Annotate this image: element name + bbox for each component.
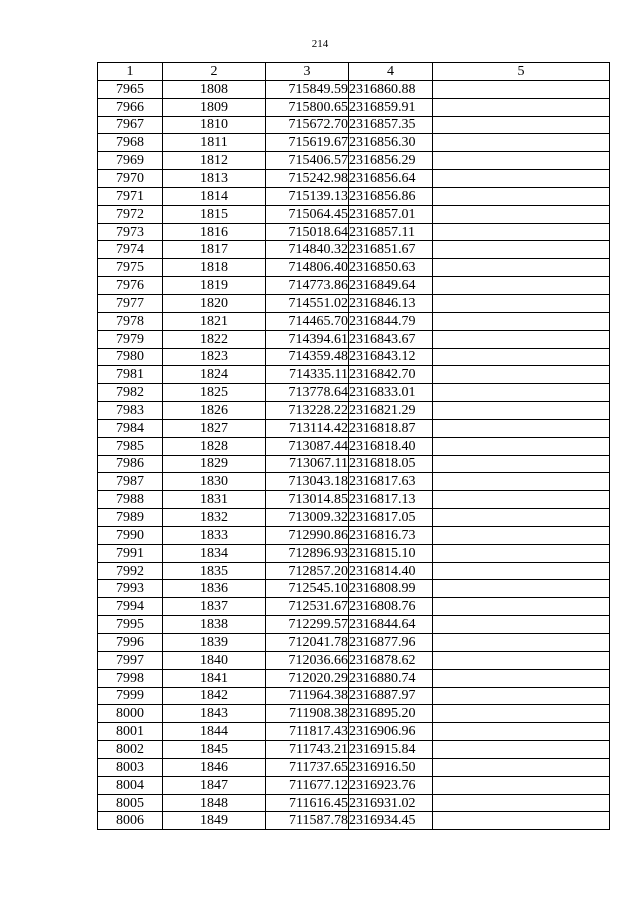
point-number-cell: 7997	[98, 651, 163, 669]
x-coordinate-cell: 714359.48	[266, 348, 349, 366]
notes-cell	[433, 776, 610, 794]
y-coordinate-cell: 2316934.45	[349, 812, 433, 830]
y-coordinate-cell: 2316850.63	[349, 259, 433, 277]
point-number-cell: 7979	[98, 330, 163, 348]
x-coordinate-cell: 711737.65	[266, 758, 349, 776]
table-row	[98, 170, 610, 188]
point-number-cell: 7978	[98, 312, 163, 330]
x-coordinate-cell: 714840.32	[266, 241, 349, 259]
table-row	[98, 705, 610, 723]
table-row	[98, 651, 610, 669]
notes-cell	[433, 669, 610, 687]
point-index-cell: 1839	[163, 634, 266, 652]
x-coordinate-cell: 712299.57	[266, 616, 349, 634]
point-index-cell: 1811	[163, 134, 266, 152]
y-coordinate-cell: 2316817.05	[349, 509, 433, 527]
point-index-cell: 1843	[163, 705, 266, 723]
y-coordinate-cell: 2316818.87	[349, 419, 433, 437]
y-coordinate-cell: 2316818.40	[349, 437, 433, 455]
x-coordinate-cell: 713043.18	[266, 473, 349, 491]
point-number-cell: 8001	[98, 723, 163, 741]
x-coordinate-cell: 713014.85	[266, 491, 349, 509]
point-index-cell: 1818	[163, 259, 266, 277]
point-number-cell: 7976	[98, 277, 163, 295]
point-number-cell: 7990	[98, 526, 163, 544]
x-coordinate-cell: 715242.98	[266, 170, 349, 188]
table-row	[98, 526, 610, 544]
notes-cell	[433, 384, 610, 402]
y-coordinate-cell: 2316880.74	[349, 669, 433, 687]
point-number-cell: 7966	[98, 98, 163, 116]
point-index-cell: 1823	[163, 348, 266, 366]
point-index-cell: 1836	[163, 580, 266, 598]
notes-cell	[433, 294, 610, 312]
y-coordinate-cell: 2316895.20	[349, 705, 433, 723]
y-coordinate-cell: 2316877.96	[349, 634, 433, 652]
point-index-cell: 1815	[163, 205, 266, 223]
point-index-cell: 1814	[163, 187, 266, 205]
point-index-cell: 1830	[163, 473, 266, 491]
notes-cell	[433, 205, 610, 223]
notes-cell	[433, 526, 610, 544]
x-coordinate-cell: 711817.43	[266, 723, 349, 741]
x-coordinate-cell: 711677.12	[266, 776, 349, 794]
table-row	[98, 98, 610, 116]
x-coordinate-cell: 714551.02	[266, 294, 349, 312]
point-index-cell: 1840	[163, 651, 266, 669]
point-index-cell: 1824	[163, 366, 266, 384]
point-index-cell: 1837	[163, 598, 266, 616]
point-number-cell: 7994	[98, 598, 163, 616]
table-row	[98, 330, 610, 348]
notes-cell	[433, 455, 610, 473]
x-coordinate-cell: 712990.86	[266, 526, 349, 544]
notes-cell	[433, 259, 610, 277]
y-coordinate-cell: 2316821.29	[349, 402, 433, 420]
x-coordinate-cell: 714806.40	[266, 259, 349, 277]
y-coordinate-cell: 2316842.70	[349, 366, 433, 384]
y-coordinate-cell: 2316817.13	[349, 491, 433, 509]
point-number-cell: 7989	[98, 509, 163, 527]
table-row	[98, 634, 610, 652]
point-index-cell: 1838	[163, 616, 266, 634]
point-index-cell: 1825	[163, 384, 266, 402]
x-coordinate-cell: 713009.32	[266, 509, 349, 527]
y-coordinate-cell: 2316808.76	[349, 598, 433, 616]
notes-cell	[433, 741, 610, 759]
y-coordinate-cell: 2316818.05	[349, 455, 433, 473]
x-coordinate-cell: 711964.38	[266, 687, 349, 705]
coordinates-table	[97, 62, 610, 830]
y-coordinate-cell: 2316859.91	[349, 98, 433, 116]
y-coordinate-cell: 2316851.67	[349, 241, 433, 259]
notes-cell	[433, 723, 610, 741]
y-coordinate-cell: 2316808.99	[349, 580, 433, 598]
point-index-cell: 1826	[163, 402, 266, 420]
table-row	[98, 116, 610, 134]
notes-cell	[433, 812, 610, 830]
notes-cell	[433, 241, 610, 259]
table-row	[98, 152, 610, 170]
point-index-cell: 1810	[163, 116, 266, 134]
table-row	[98, 384, 610, 402]
y-coordinate-cell: 2316878.62	[349, 651, 433, 669]
notes-cell	[433, 562, 610, 580]
y-coordinate-cell: 2316931.02	[349, 794, 433, 812]
point-number-cell: 7991	[98, 544, 163, 562]
point-index-cell: 1842	[163, 687, 266, 705]
notes-cell	[433, 651, 610, 669]
notes-cell	[433, 794, 610, 812]
y-coordinate-cell: 2316860.88	[349, 80, 433, 98]
x-coordinate-cell: 713778.64	[266, 384, 349, 402]
point-index-cell: 1848	[163, 794, 266, 812]
point-index-cell: 1812	[163, 152, 266, 170]
point-number-cell: 7988	[98, 491, 163, 509]
point-index-cell: 1816	[163, 223, 266, 241]
point-index-cell: 1831	[163, 491, 266, 509]
point-number-cell: 7987	[98, 473, 163, 491]
point-number-cell: 7982	[98, 384, 163, 402]
point-index-cell: 1833	[163, 526, 266, 544]
point-number-cell: 7968	[98, 134, 163, 152]
table-row	[98, 437, 610, 455]
page-number: 214	[311, 38, 329, 50]
y-coordinate-cell: 2316846.13	[349, 294, 433, 312]
point-index-cell: 1820	[163, 294, 266, 312]
point-index-cell: 1832	[163, 509, 266, 527]
point-number-cell: 8002	[98, 741, 163, 759]
notes-cell	[433, 152, 610, 170]
y-coordinate-cell: 2316816.73	[349, 526, 433, 544]
notes-cell	[433, 705, 610, 723]
point-number-cell: 7986	[98, 455, 163, 473]
x-coordinate-cell: 711587.78	[266, 812, 349, 830]
table-row	[98, 277, 610, 295]
notes-cell	[433, 437, 610, 455]
x-coordinate-cell: 715672.70	[266, 116, 349, 134]
table-row	[98, 509, 610, 527]
table-row	[98, 259, 610, 277]
point-number-cell: 8006	[98, 812, 163, 830]
table-row	[98, 580, 610, 598]
table-row	[98, 794, 610, 812]
x-coordinate-cell: 715406.57	[266, 152, 349, 170]
point-number-cell: 7996	[98, 634, 163, 652]
y-coordinate-cell: 2316906.96	[349, 723, 433, 741]
notes-cell	[433, 616, 610, 634]
table-row	[98, 741, 610, 759]
point-number-cell: 8003	[98, 758, 163, 776]
table-row	[98, 419, 610, 437]
notes-cell	[433, 580, 610, 598]
notes-cell	[433, 170, 610, 188]
notes-cell	[433, 544, 610, 562]
x-coordinate-cell: 713067.11	[266, 455, 349, 473]
y-coordinate-cell: 2316815.10	[349, 544, 433, 562]
table-row	[98, 205, 610, 223]
notes-cell	[433, 134, 610, 152]
x-coordinate-cell: 715139.13	[266, 187, 349, 205]
x-coordinate-cell: 715800.65	[266, 98, 349, 116]
table-row	[98, 402, 610, 420]
table-body	[98, 80, 610, 829]
table-row	[98, 473, 610, 491]
point-index-cell: 1835	[163, 562, 266, 580]
y-coordinate-cell: 2316887.97	[349, 687, 433, 705]
table-row	[98, 812, 610, 830]
notes-cell	[433, 187, 610, 205]
notes-cell	[433, 348, 610, 366]
point-number-cell: 7975	[98, 259, 163, 277]
point-index-cell: 1821	[163, 312, 266, 330]
point-number-cell: 7980	[98, 348, 163, 366]
x-coordinate-cell: 714773.86	[266, 277, 349, 295]
notes-cell	[433, 312, 610, 330]
point-index-cell: 1809	[163, 98, 266, 116]
y-coordinate-cell: 2316814.40	[349, 562, 433, 580]
x-coordinate-cell: 714394.61	[266, 330, 349, 348]
x-coordinate-cell: 711616.45	[266, 794, 349, 812]
point-index-cell: 1841	[163, 669, 266, 687]
column-header-3: 3	[266, 63, 349, 81]
x-coordinate-cell: 711908.38	[266, 705, 349, 723]
notes-cell	[433, 419, 610, 437]
table-row	[98, 187, 610, 205]
y-coordinate-cell: 2316833.01	[349, 384, 433, 402]
notes-cell	[433, 687, 610, 705]
y-coordinate-cell: 2316916.50	[349, 758, 433, 776]
table-header-row	[98, 63, 610, 81]
point-index-cell: 1834	[163, 544, 266, 562]
x-coordinate-cell: 714465.70	[266, 312, 349, 330]
point-index-cell: 1822	[163, 330, 266, 348]
x-coordinate-cell: 713228.22	[266, 402, 349, 420]
notes-cell	[433, 634, 610, 652]
x-coordinate-cell: 715064.45	[266, 205, 349, 223]
y-coordinate-cell: 2316857.01	[349, 205, 433, 223]
point-index-cell: 1849	[163, 812, 266, 830]
notes-cell	[433, 473, 610, 491]
table-row	[98, 616, 610, 634]
notes-cell	[433, 402, 610, 420]
table-row	[98, 544, 610, 562]
x-coordinate-cell: 712020.29	[266, 669, 349, 687]
x-coordinate-cell: 712041.78	[266, 634, 349, 652]
y-coordinate-cell: 2316856.64	[349, 170, 433, 188]
point-number-cell: 7967	[98, 116, 163, 134]
table-row	[98, 312, 610, 330]
column-header-4: 4	[349, 63, 433, 81]
y-coordinate-cell: 2316843.67	[349, 330, 433, 348]
point-index-cell: 1845	[163, 741, 266, 759]
point-number-cell: 7993	[98, 580, 163, 598]
y-coordinate-cell: 2316856.29	[349, 152, 433, 170]
table-row	[98, 598, 610, 616]
notes-cell	[433, 116, 610, 134]
x-coordinate-cell: 714335.11	[266, 366, 349, 384]
point-number-cell: 7995	[98, 616, 163, 634]
table-row	[98, 348, 610, 366]
table-row	[98, 455, 610, 473]
point-number-cell: 7970	[98, 170, 163, 188]
point-index-cell: 1808	[163, 80, 266, 98]
point-number-cell: 7998	[98, 669, 163, 687]
x-coordinate-cell: 712896.93	[266, 544, 349, 562]
x-coordinate-cell: 712531.67	[266, 598, 349, 616]
x-coordinate-cell: 715849.59	[266, 80, 349, 98]
point-number-cell: 7974	[98, 241, 163, 259]
point-number-cell: 7999	[98, 687, 163, 705]
notes-cell	[433, 509, 610, 527]
y-coordinate-cell: 2316857.11	[349, 223, 433, 241]
point-number-cell: 7973	[98, 223, 163, 241]
column-header-1: 1	[98, 63, 163, 81]
y-coordinate-cell: 2316843.12	[349, 348, 433, 366]
point-index-cell: 1844	[163, 723, 266, 741]
x-coordinate-cell: 713087.44	[266, 437, 349, 455]
point-index-cell: 1813	[163, 170, 266, 188]
table-row	[98, 776, 610, 794]
x-coordinate-cell: 712036.66	[266, 651, 349, 669]
y-coordinate-cell: 2316844.79	[349, 312, 433, 330]
point-index-cell: 1827	[163, 419, 266, 437]
point-index-cell: 1829	[163, 455, 266, 473]
point-number-cell: 7965	[98, 80, 163, 98]
table-row	[98, 758, 610, 776]
notes-cell	[433, 491, 610, 509]
x-coordinate-cell: 715018.64	[266, 223, 349, 241]
notes-cell	[433, 330, 610, 348]
table-row	[98, 223, 610, 241]
y-coordinate-cell: 2316817.63	[349, 473, 433, 491]
table-row	[98, 562, 610, 580]
point-index-cell: 1847	[163, 776, 266, 794]
x-coordinate-cell: 712857.20	[266, 562, 349, 580]
y-coordinate-cell: 2316857.35	[349, 116, 433, 134]
point-number-cell: 7992	[98, 562, 163, 580]
y-coordinate-cell: 2316844.64	[349, 616, 433, 634]
table-row	[98, 491, 610, 509]
table-row	[98, 80, 610, 98]
y-coordinate-cell: 2316856.30	[349, 134, 433, 152]
table-row	[98, 134, 610, 152]
x-coordinate-cell: 711743.21	[266, 741, 349, 759]
notes-cell	[433, 598, 610, 616]
table-row	[98, 687, 610, 705]
notes-cell	[433, 758, 610, 776]
y-coordinate-cell: 2316849.64	[349, 277, 433, 295]
point-number-cell: 7972	[98, 205, 163, 223]
x-coordinate-cell: 715619.67	[266, 134, 349, 152]
notes-cell	[433, 223, 610, 241]
column-header-5: 5	[433, 63, 610, 81]
point-index-cell: 1828	[163, 437, 266, 455]
point-number-cell: 7983	[98, 402, 163, 420]
point-number-cell: 7971	[98, 187, 163, 205]
point-index-cell: 1846	[163, 758, 266, 776]
point-index-cell: 1819	[163, 277, 266, 295]
point-number-cell: 7985	[98, 437, 163, 455]
notes-cell	[433, 98, 610, 116]
table-row	[98, 241, 610, 259]
point-index-cell: 1817	[163, 241, 266, 259]
y-coordinate-cell: 2316915.84	[349, 741, 433, 759]
point-number-cell: 7977	[98, 294, 163, 312]
notes-cell	[433, 277, 610, 295]
x-coordinate-cell: 713114.42	[266, 419, 349, 437]
point-number-cell: 8004	[98, 776, 163, 794]
point-number-cell: 7969	[98, 152, 163, 170]
point-number-cell: 8000	[98, 705, 163, 723]
column-header-2: 2	[163, 63, 266, 81]
x-coordinate-cell: 712545.10	[266, 580, 349, 598]
y-coordinate-cell: 2316856.86	[349, 187, 433, 205]
table-row	[98, 294, 610, 312]
point-number-cell: 7981	[98, 366, 163, 384]
point-number-cell: 7984	[98, 419, 163, 437]
table-row	[98, 669, 610, 687]
notes-cell	[433, 366, 610, 384]
table-row	[98, 723, 610, 741]
point-number-cell: 8005	[98, 794, 163, 812]
table-row	[98, 366, 610, 384]
notes-cell	[433, 80, 610, 98]
y-coordinate-cell: 2316923.76	[349, 776, 433, 794]
